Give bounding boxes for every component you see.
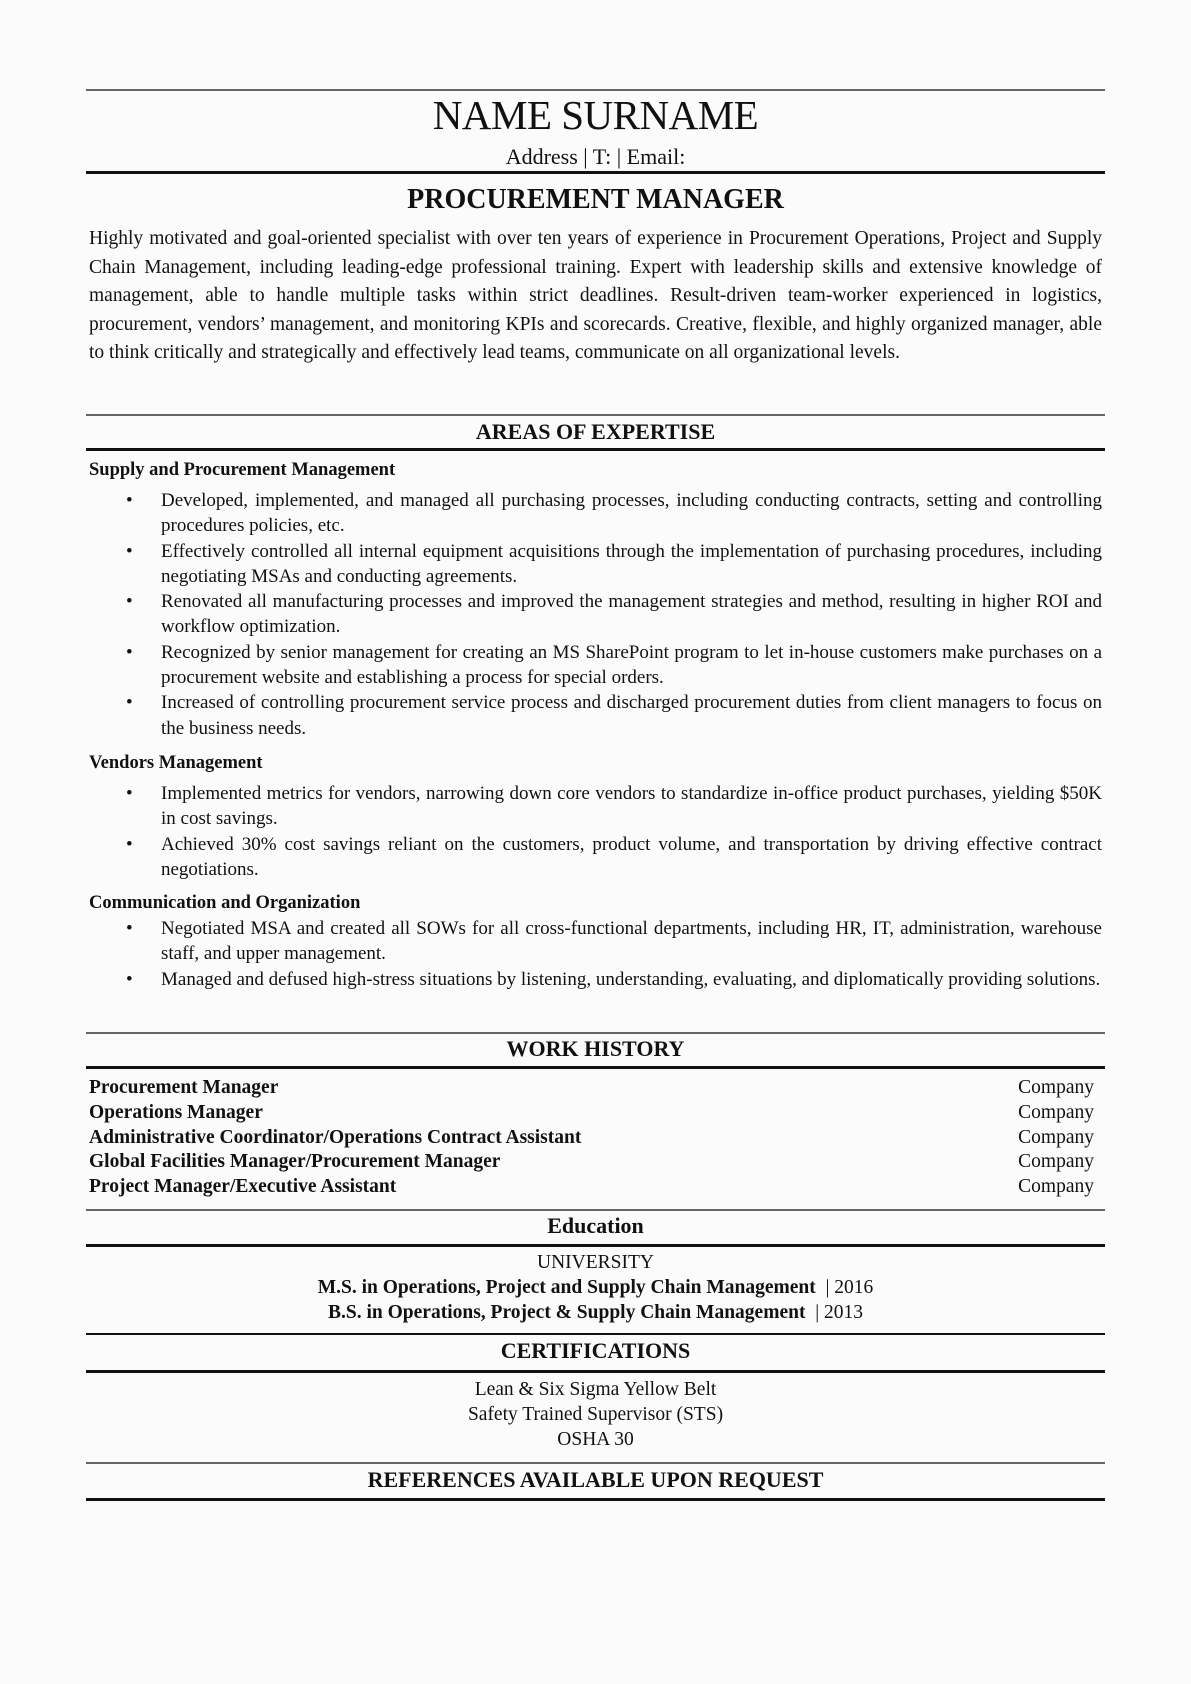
- divider: [86, 1498, 1105, 1501]
- bullet-icon: •: [126, 641, 133, 663]
- work-row: [89, 1126, 1102, 1151]
- work-title: Procurement Manager: [89, 1077, 279, 1098]
- divider: [86, 171, 1105, 174]
- divider: [86, 1370, 1105, 1373]
- work-row: [89, 1076, 1102, 1101]
- work-company: Company: [1018, 1151, 1094, 1173]
- work-title: Operations Manager: [89, 1101, 263, 1123]
- list-item: • Developed, implemented, and managed all purchasing processes, including conducting contracts, setting and controlling procedures policies, etc.: [126, 490, 1102, 537]
- section-heading-education: Education: [547, 1213, 644, 1238]
- certification-item: Lean & Six Sigma Yellow Belt: [474, 1379, 717, 1400]
- bullet-icon: •: [126, 918, 133, 939]
- section-heading-expertise: AREAS OF EXPERTISE: [475, 419, 716, 444]
- divider: [86, 1209, 1105, 1211]
- university: UNIVERSITY: [537, 1252, 654, 1273]
- contact-line: Address | T: | Email:: [505, 144, 686, 169]
- work-row: [89, 1175, 1102, 1200]
- list-item: • Achieved 30% cost savings reliant on the customers, product volume, and transportation by driving effective contract negotiations.: [126, 833, 1102, 880]
- divider: [86, 1032, 1105, 1034]
- work-row: [89, 1150, 1102, 1175]
- list-item: • Managed and defused high-stress situations by listening, understanding, evaluating, and diplomatically providing solutions.: [89, 967, 1102, 992]
- bullet-icon: •: [126, 490, 133, 511]
- divider: [86, 1244, 1105, 1247]
- degree-row: [89, 1276, 1102, 1301]
- list-item: • Increased of controlling procurement service process and discharged procurement duties from client managers to focus on the business needs.: [126, 692, 1102, 739]
- degree-year: | 2016: [825, 1276, 874, 1298]
- expertise-group: [89, 458, 1102, 741]
- bullet-icon: •: [126, 783, 133, 804]
- work-title: Global Facilities Manager/Procurement Manager: [89, 1151, 501, 1173]
- divider: [86, 414, 1105, 416]
- expertise-group: [89, 891, 1102, 992]
- section-heading-work: WORK HISTORY: [506, 1036, 685, 1061]
- bullet-icon: •: [126, 692, 133, 714]
- bullet-icon: •: [126, 540, 133, 562]
- list-item: • Implemented metrics for vendors, narrowing down core vendors to standardize in-office product purchases, yielding $50K in cost savings.: [126, 783, 1102, 830]
- work-company: Company: [1018, 1077, 1094, 1098]
- work-company: Company: [1018, 1176, 1094, 1198]
- divider: [86, 1066, 1105, 1069]
- certifications-list: [89, 1378, 1102, 1452]
- summary-paragraph: Highly motivated and goal-oriented specialist with over ten years of experience in Procurement Operations, Project and Supply Chain Management, including leading-edge professional training. Expert with leadership skills and extensive knowledge of management, able to handle multiple tasks within strict deadlines. Result-driven team-worker experienced in logistics, procurement, vendors’ management, and monitoring KPIs and scorecards. Creative, flexible, and highly organized manager, able to think critically and strategically and effectively lead teams, communicate on all organizational levels.: [89, 228, 1102, 363]
- divider: [86, 1462, 1105, 1464]
- list-item: • Negotiated MSA and created all SOWs for all cross-functional departments, including HR, IT, administration, warehouse staff, and upper management.: [126, 918, 1102, 965]
- list-item: • Effectively controlled all internal equipment acquisitions through the implementation of purchasing procedures, including negotiating MSAs and conducting agreements.: [126, 540, 1102, 587]
- work-list: [89, 1076, 1102, 1200]
- bullet-icon: •: [126, 833, 133, 855]
- divider: [86, 1333, 1105, 1335]
- expertise-group: [89, 751, 1102, 882]
- certification-item: Safety Trained Supervisor (STS): [467, 1403, 724, 1425]
- work-company: Company: [1018, 1101, 1094, 1123]
- bullet-icon: •: [126, 591, 133, 613]
- bullet-icon: •: [126, 968, 133, 990]
- degree: B.S. in Operations, Project & Supply Chain Management: [328, 1301, 806, 1323]
- expertise-group-title: Communication and Organization: [89, 893, 361, 913]
- candidate-name: NAME SURNAME: [432, 92, 759, 138]
- degree: M.S. in Operations, Project and Supply Chain Management: [317, 1276, 816, 1298]
- certification-item: OSHA 30: [557, 1428, 634, 1450]
- list-item: • Renovated all manufacturing processes and improved the management strategies and method, resulting in higher ROI and workflow optimization.: [126, 591, 1102, 638]
- job-title: PROCUREMENT MANAGER: [407, 184, 784, 215]
- section-heading-certifications: CERTIFICATIONS: [500, 1338, 691, 1363]
- references-note: REFERENCES AVAILABLE UPON REQUEST: [367, 1467, 824, 1492]
- divider: [86, 448, 1105, 451]
- list-item: • Recognized by senior management for creating an MS SharePoint program to let in-house customers make purchases on a procurement website and establishing a process for special orders.: [126, 641, 1102, 689]
- degree-year: | 2013: [815, 1301, 863, 1323]
- degree-row: [89, 1301, 1102, 1326]
- work-title: Project Manager/Executive Assistant: [89, 1176, 397, 1198]
- expertise-group-title: Vendors Management: [89, 753, 263, 773]
- work-company: Company: [1018, 1126, 1094, 1148]
- work-title: Administrative Coordinator/Operations Contract Assistant: [89, 1126, 582, 1148]
- education-block: [89, 1251, 1102, 1325]
- expertise-group-title: Supply and Procurement Management: [89, 460, 396, 480]
- work-row: [89, 1101, 1102, 1126]
